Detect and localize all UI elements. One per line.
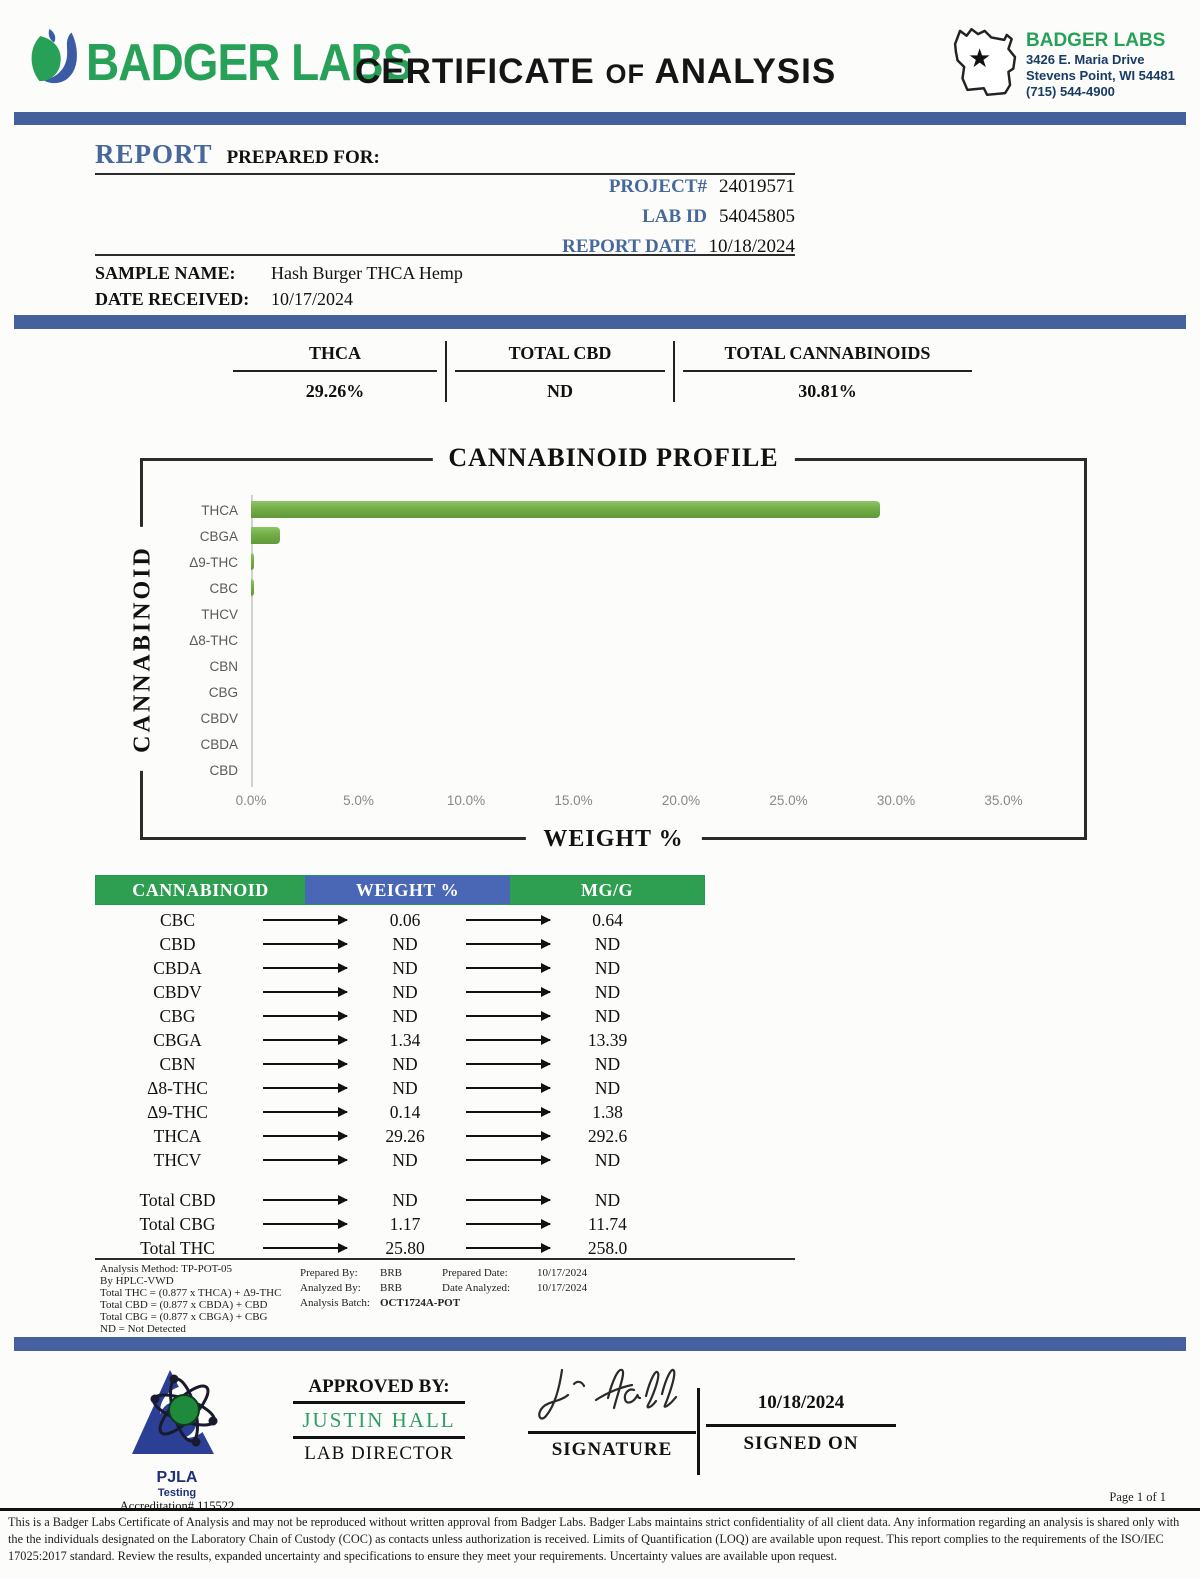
table-cell-name: Δ9-THC — [147, 1101, 208, 1122]
table-cell-weight: ND — [392, 1149, 418, 1170]
chart-bar-track — [251, 575, 1080, 601]
arrow-icon — [263, 1199, 347, 1201]
pjla-sub: Testing — [157, 1487, 197, 1499]
summary-total-cannabinoids — [675, 341, 980, 402]
table-cell-mgg: 11.74 — [588, 1213, 627, 1234]
sample-name-value: Hash Burger THCA Hemp — [271, 263, 463, 283]
arrow-icon — [466, 1111, 550, 1113]
star-icon: ★ — [968, 44, 992, 73]
arrow-cell — [260, 1087, 350, 1089]
chart-bar-track — [251, 653, 1080, 679]
arrow-cell — [460, 943, 555, 945]
arrow-icon — [263, 943, 347, 945]
chart-bar-track — [251, 549, 1080, 575]
table-cell-name: CBGA — [153, 1029, 202, 1050]
sample-name-label: SAMPLE NAME: — [95, 263, 236, 283]
table-row — [95, 1052, 705, 1076]
chart-bar — [251, 579, 254, 596]
table-gap — [95, 1172, 705, 1188]
chart-row — [143, 549, 1080, 575]
table-cell-weight: ND — [392, 1077, 418, 1098]
prepared-for-label: PREPARED FOR: — [226, 147, 380, 168]
chart-category-label: CBGA — [199, 528, 238, 544]
prepared-by-label: Prepared By: — [300, 1267, 358, 1279]
table-cell-weight: 25.80 — [385, 1237, 425, 1258]
chart-row — [143, 575, 1080, 601]
arrow-icon — [263, 1111, 347, 1113]
section-rule — [95, 254, 795, 256]
lab-name: BADGER LABS — [1026, 30, 1166, 51]
sample-info-block — [95, 261, 463, 313]
analyzed-by-label: Analyzed By: — [300, 1282, 361, 1294]
chart-row — [143, 497, 1080, 523]
footnote-line: By HPLC-VWD — [100, 1275, 174, 1287]
pjla-accreditation-block — [92, 1362, 262, 1514]
chart-bar-track — [251, 731, 1080, 757]
signed-on-date: 10/18/2024 — [706, 1392, 896, 1427]
chart-row — [143, 705, 1080, 731]
date-analyzed-label: Date Analyzed: — [442, 1282, 511, 1294]
chart-xtick: 25.0% — [769, 793, 808, 808]
table-row — [95, 1028, 705, 1052]
table-row — [95, 1124, 705, 1148]
arrow-icon — [466, 1135, 550, 1137]
footnote-line: Analysis Method: TP-POT-05 — [100, 1263, 233, 1275]
arrow-cell — [260, 1223, 350, 1225]
chart-bar-track — [251, 601, 1080, 627]
arrow-icon — [263, 919, 347, 921]
table-cell-mgg: ND — [594, 1189, 621, 1210]
report-word: REPORT — [95, 139, 213, 169]
chart-bar-track — [251, 705, 1080, 731]
report-date-row — [95, 232, 795, 262]
footnote-line: Total THC = (0.877 x THCA) + Δ9-THC — [100, 1287, 282, 1299]
chart-category-label: THCA — [201, 502, 238, 518]
table-cell-name: Total CBD — [139, 1189, 216, 1210]
table-cell-name: Total CBG — [139, 1213, 216, 1234]
chart-xtick: 20.0% — [661, 793, 701, 808]
chart-xtick: 0.0% — [235, 793, 267, 808]
brand-logo — [22, 26, 412, 97]
arrow-icon — [466, 991, 550, 993]
sample-name-row — [95, 261, 463, 287]
chart-bar — [251, 527, 280, 544]
table-cell-mgg: 258.0 — [587, 1237, 628, 1258]
signed-on-block — [706, 1392, 896, 1455]
chart-row — [143, 653, 1080, 679]
table-cell-weight: 1.17 — [389, 1213, 421, 1234]
arrow-cell — [460, 1135, 555, 1137]
date-analyzed-value: 10/17/2024 — [537, 1282, 588, 1294]
arrow-cell — [260, 1015, 350, 1017]
project-row — [95, 172, 795, 202]
table-cell-mgg: ND — [594, 1053, 621, 1074]
signature-label: SIGNATURE — [551, 1439, 673, 1460]
table-cell-name: CBD — [159, 933, 196, 954]
arrow-cell — [460, 919, 555, 921]
chart-y-axis-label: CANNABINOID — [130, 527, 157, 771]
chart-bar — [251, 501, 880, 518]
date-received-row — [95, 287, 463, 313]
summary-strip — [225, 341, 980, 402]
chart-category-label: CBDA — [200, 736, 238, 752]
chart-xtick: 30.0% — [876, 793, 916, 808]
date-received-label: DATE RECEIVED: — [95, 289, 250, 309]
table-header-mgg: MG/G — [510, 876, 704, 904]
arrow-cell — [260, 1039, 350, 1041]
arrow-cell — [260, 991, 350, 993]
table-cell-name: Total THC — [140, 1237, 215, 1258]
date-received-value: 10/17/2024 — [271, 289, 354, 309]
arrow-icon — [263, 1015, 347, 1017]
table-cell-name: Δ8-THC — [147, 1077, 208, 1098]
table-row — [95, 1188, 705, 1212]
arrow-cell — [460, 1015, 555, 1017]
table-cell-name: CBN — [159, 1053, 196, 1074]
arrow-cell — [460, 1087, 555, 1089]
arrow-cell — [260, 1063, 350, 1065]
table-cell-weight: 0.06 — [389, 909, 421, 930]
table-cell-name: CBG — [159, 1005, 196, 1026]
results-table-body — [95, 908, 705, 1260]
chart-category-label: CBD — [209, 762, 238, 778]
prepared-by-value: BRB — [380, 1267, 403, 1279]
table-row — [95, 980, 705, 1004]
arrow-cell — [260, 1135, 350, 1137]
arrow-cell — [260, 943, 350, 945]
prepared-date-label: Prepared Date: — [442, 1267, 508, 1279]
chart-row — [143, 627, 1080, 653]
table-cell-mgg: ND — [594, 1077, 621, 1098]
arrow-icon — [263, 1039, 347, 1041]
table-cell-mgg: ND — [594, 1149, 621, 1170]
chart-xtick: 5.0% — [343, 793, 374, 808]
pjla-name: PJLA — [156, 1469, 198, 1486]
arrow-cell — [460, 1247, 555, 1249]
summary-thca — [225, 341, 445, 402]
footnote-line: Total CBD = (0.877 x CBDA) + CBD — [100, 1299, 268, 1311]
table-cell-mgg: ND — [594, 1005, 621, 1026]
pjla-logo-icon — [122, 1453, 232, 1470]
chart-xtick: 10.0% — [446, 793, 486, 808]
table-cell-weight: ND — [392, 1053, 418, 1074]
report-prepared-heading — [95, 139, 795, 175]
project-label: PROJECT# — [608, 176, 707, 197]
summary-thca-label: THCA — [233, 341, 437, 372]
arrow-icon — [263, 1223, 347, 1225]
arrow-icon — [466, 1159, 550, 1161]
table-row — [95, 1004, 705, 1028]
arrow-icon — [466, 1015, 550, 1017]
arrow-icon — [263, 1135, 347, 1137]
table-row — [95, 932, 705, 956]
lab-phone: (715) 544-4900 — [1026, 84, 1115, 99]
arrow-cell — [460, 1111, 555, 1113]
chart-row — [143, 679, 1080, 705]
table-cell-mgg: ND — [594, 957, 621, 978]
table-header-weight: WEIGHT % — [305, 876, 510, 904]
table-cell-name: THCV — [153, 1149, 202, 1170]
divider-bar-middle — [14, 315, 1186, 329]
lab-address-line1: 3426 E. Maria Drive — [1026, 52, 1145, 67]
arrow-icon — [466, 1087, 550, 1089]
arrow-icon — [263, 967, 347, 969]
table-cell-mgg: 292.6 — [587, 1125, 628, 1146]
chart-category-label: CBDV — [200, 710, 238, 726]
table-cell-name: CBDA — [153, 957, 202, 978]
table-cell-weight: ND — [392, 1189, 418, 1210]
table-row — [95, 908, 705, 932]
table-cell-mgg: ND — [594, 933, 621, 954]
arrow-cell — [460, 1063, 555, 1065]
chart-category-label: CBC — [209, 580, 238, 596]
analysis-batch-label: Analysis Batch: — [300, 1297, 370, 1309]
arrow-icon — [263, 1063, 347, 1065]
arrow-cell — [260, 919, 350, 921]
footer-rule — [0, 1508, 1200, 1511]
table-row — [95, 1236, 705, 1260]
table-cell-weight: 29.26 — [385, 1125, 425, 1146]
chart-category-label: CBN — [209, 658, 238, 674]
chart-bar-track — [251, 627, 1080, 653]
arrow-cell — [460, 967, 555, 969]
arrow-cell — [260, 1199, 350, 1201]
arrow-icon — [263, 1087, 347, 1089]
report-date-label: REPORT DATE — [562, 236, 697, 257]
arrow-cell — [460, 991, 555, 993]
table-row — [95, 956, 705, 980]
chart-row — [143, 731, 1080, 757]
arrow-icon — [263, 1159, 347, 1161]
chart-bar-track — [251, 757, 1080, 783]
lab-id-value: 54045805 — [719, 206, 795, 227]
summary-total-cannabinoids-value: 30.81% — [798, 381, 857, 401]
chart-category-label: Δ9-THC — [189, 554, 238, 570]
arrow-icon — [466, 1039, 550, 1041]
cannabinoid-profile-chart — [129, 443, 1087, 852]
table-cell-mgg: 0.64 — [592, 909, 623, 930]
table-cell-weight: 1.34 — [389, 1029, 421, 1050]
signature-handwriting — [528, 1417, 696, 1434]
table-cell-mgg: 1.38 — [592, 1101, 623, 1122]
analysis-batch-value: OCT1724A-POT — [380, 1297, 461, 1309]
signed-on-label: SIGNED ON — [743, 1433, 859, 1454]
table-row — [95, 1148, 705, 1172]
analyzed-by-value: BRB — [380, 1282, 403, 1294]
chart-title: CANNABINOID PROFILE — [432, 443, 794, 473]
summary-thca-value: 29.26% — [305, 381, 365, 401]
footer-disclaimer: This is a Badger Labs Certificate of Analysis and may not be reproduced without written approval from Badger Labs. Badger Labs maintains strict confidentiality of all client data. Any information regarding an analysis is shared only with the the individuals designated on the Laboratory Chain of Custody (COC) as contacts unless authorization is received. Limits of Quantification (LOQ) are available upon request. This report complies to the requirements of the ISO/IEC 17025:2017 standard. Review the results, expanded uncertainty and specifications to ensure they meet your requirements. Uncertainty values are available upon request. — [8, 1515, 1180, 1563]
table-bottom-rule — [95, 1258, 795, 1260]
project-value: 24019571 — [719, 176, 795, 197]
project-info-block — [95, 172, 795, 262]
lab-contact-block — [942, 16, 1192, 108]
lab-id-label: LAB ID — [642, 206, 707, 227]
approver-name: JUSTIN HALL — [293, 1404, 465, 1439]
table-cell-weight: ND — [392, 957, 418, 978]
chart-bar-track — [251, 679, 1080, 705]
table-cell-name: CBC — [159, 909, 196, 930]
chart-bar-track — [251, 523, 1080, 549]
badger-leaf-icon — [22, 26, 86, 97]
chart-row — [143, 757, 1080, 783]
table-cell-name: THCA — [153, 1125, 202, 1146]
arrow-cell — [260, 1247, 350, 1249]
arrow-icon — [466, 1063, 550, 1065]
arrow-cell — [260, 1111, 350, 1113]
arrow-cell — [260, 1159, 350, 1161]
lab-address-line2: Stevens Point, WI 54481 — [1026, 68, 1175, 83]
page-number: Page 1 of 1 — [1109, 1490, 1166, 1504]
report-date-value: 10/18/2024 — [708, 236, 795, 257]
signature-block — [528, 1358, 696, 1461]
arrow-cell — [460, 1223, 555, 1225]
summary-total-cbd-label: TOTAL CBD — [455, 341, 665, 372]
chart-category-label: CBG — [208, 684, 238, 700]
summary-total-cbd — [445, 341, 675, 402]
table-row — [95, 1076, 705, 1100]
table-row — [95, 1100, 705, 1124]
chart-xtick: 35.0% — [984, 793, 1023, 808]
approved-by-label: APPROVED BY: — [293, 1376, 465, 1404]
arrow-cell — [460, 1039, 555, 1041]
table-cell-weight: ND — [392, 1005, 418, 1026]
summary-total-cbd-value: ND — [547, 381, 573, 401]
divider-bar-bottom — [14, 1337, 1186, 1351]
arrow-cell — [460, 1199, 555, 1201]
chart-xtick: 15.0% — [554, 793, 593, 808]
table-cell-weight: ND — [392, 981, 418, 1002]
chart-category-label: Δ8-THC — [189, 632, 238, 648]
pjla-accreditation-number: Accreditation# 115522 — [119, 1499, 235, 1513]
arrow-icon — [466, 1247, 550, 1249]
divider-bar-top — [14, 112, 1186, 125]
table-cell-name: CBDV — [153, 981, 202, 1002]
approval-divider — [697, 1388, 700, 1475]
page-title: CERTIFICATE OF ANALYSIS — [355, 52, 837, 91]
table-cell-weight: 0.14 — [389, 1101, 421, 1122]
table-cell-mgg: 13.39 — [587, 1029, 628, 1050]
arrow-icon — [466, 967, 550, 969]
table-row — [95, 1212, 705, 1236]
chart-x-axis-label: WEIGHT % — [525, 826, 701, 853]
arrow-cell — [460, 1159, 555, 1161]
arrow-icon — [466, 919, 550, 921]
approved-by-block — [293, 1376, 465, 1465]
chart-row — [143, 601, 1080, 627]
arrow-icon — [263, 991, 347, 993]
arrow-icon — [263, 1247, 347, 1249]
chart-rows — [143, 497, 1080, 783]
prepared-by-block — [300, 1266, 627, 1311]
chart-bar — [251, 553, 254, 570]
summary-total-cannabinoids-label: TOTAL CANNABINOIDS — [683, 341, 972, 372]
chart-xticks — [143, 793, 1084, 813]
table-header-cannabinoid: CANNABINOID — [96, 876, 305, 904]
prepared-date-value: 10/17/2024 — [537, 1267, 588, 1279]
chart-row — [143, 523, 1080, 549]
approver-title: LAB DIRECTOR — [304, 1443, 454, 1464]
chart-bar-track — [251, 497, 1080, 523]
results-table-header — [95, 875, 705, 905]
footnote-line: ND = Not Detected — [100, 1323, 186, 1335]
lab-id-row — [95, 202, 795, 232]
arrow-icon — [466, 1199, 550, 1201]
chart-category-label: THCV — [201, 606, 238, 622]
brand-name: BADGER LABS — [86, 32, 413, 91]
arrow-icon — [466, 943, 550, 945]
table-cell-mgg: ND — [594, 981, 621, 1002]
analysis-method-notes — [100, 1263, 281, 1335]
wisconsin-map-icon — [942, 16, 1024, 108]
table-cell-weight: ND — [392, 933, 418, 954]
arrow-cell — [260, 967, 350, 969]
arrow-icon — [466, 1223, 550, 1225]
footnote-line: Total CBG = (0.877 x CBGA) + CBG — [100, 1311, 268, 1323]
